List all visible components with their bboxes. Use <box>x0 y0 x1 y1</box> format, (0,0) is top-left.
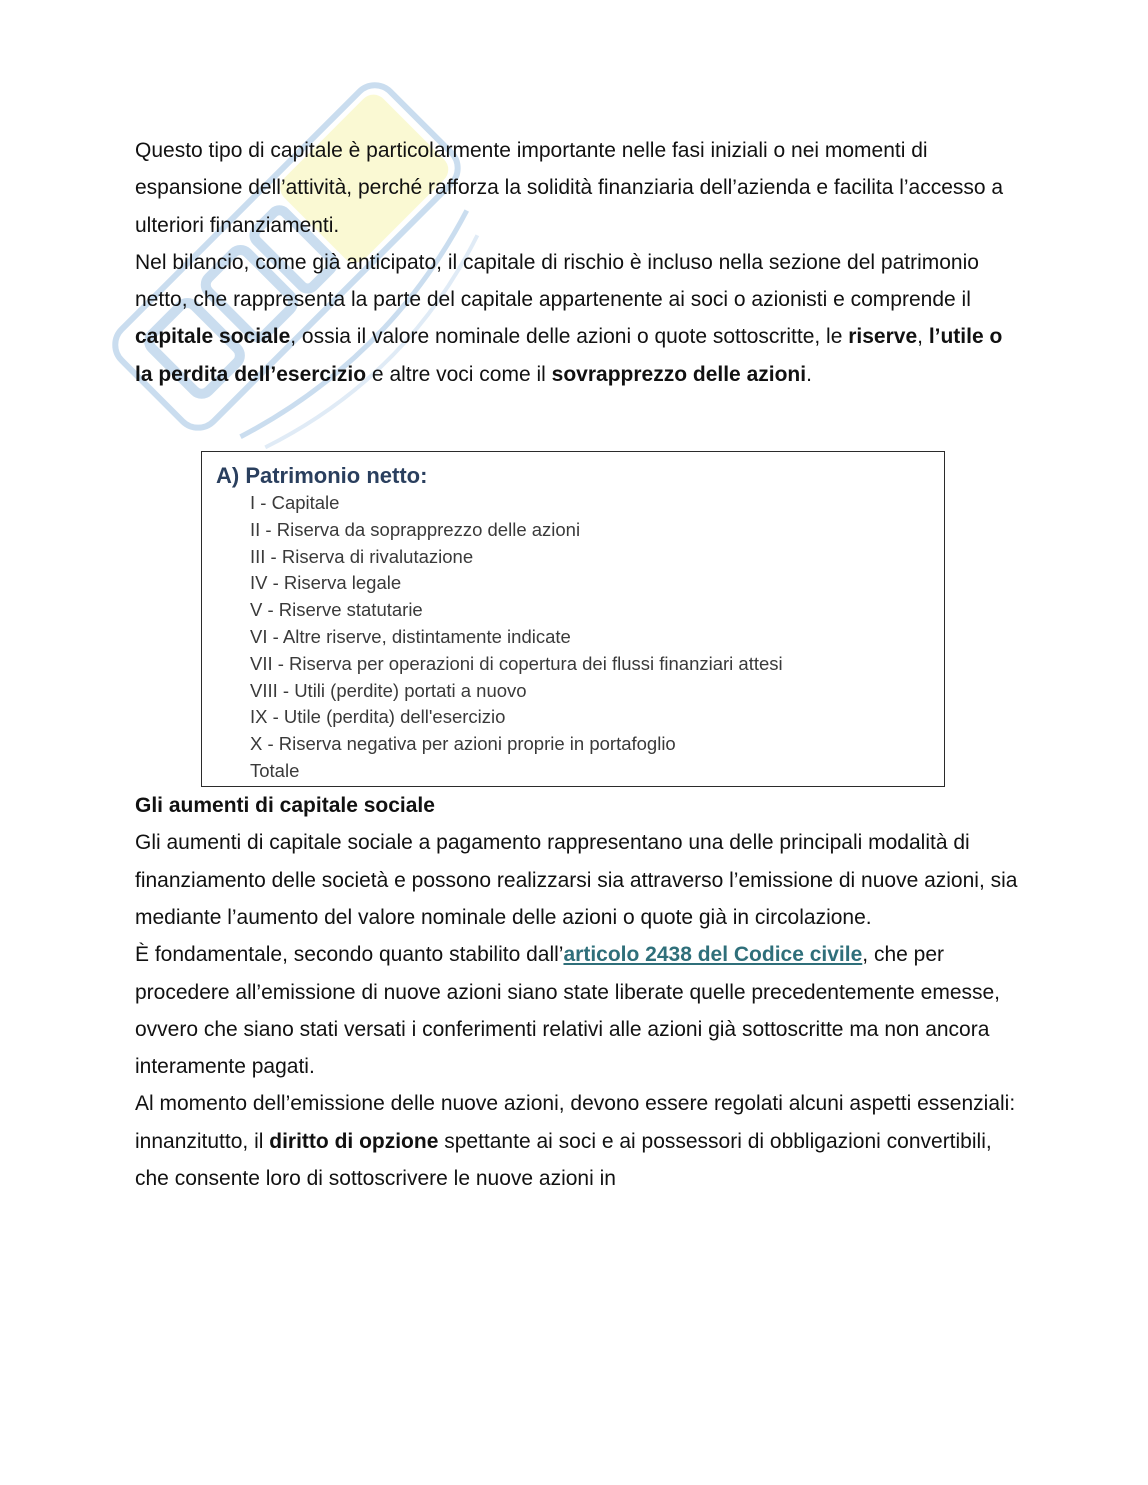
figure-item: IV - Riserva legale <box>250 572 402 594</box>
text-run: e altre voci come il <box>366 362 552 386</box>
figure-item: VIII - Utili (perdite) portati a nuovo <box>250 679 527 701</box>
text-run: Nel bilancio, come già anticipato, il capitale di rischio è incluso nella sezione del patrimonio netto, che rappresenta la parte del capitale appartenente ai soci o azionisti e comprende il <box>135 250 979 312</box>
document-body <box>135 132 1025 1197</box>
bold-term-capitale-sociale: capitale sociale <box>135 325 291 349</box>
paragraph-1-text: Questo tipo di capitale è particolarmente importante nelle fasi iniziali o nei momenti di espansione dell’attività, perché rafforza la solidità finanziaria dell’azienda e facilita l’accesso a ulteriori finanziamenti. <box>135 139 1004 237</box>
figure-item: Totale <box>250 760 300 782</box>
text-run: È fondamentale, secondo quanto stabilito dall’ <box>135 943 564 967</box>
text-run: , <box>917 325 929 349</box>
text-run: . <box>806 362 812 386</box>
figure-item: II - Riserva da soprapprezzo delle azioni <box>250 518 581 540</box>
bold-term-riserve: riserve <box>848 325 918 349</box>
text-run: , che per procedere all’emissione di nuove azioni siano state liberate quelle precedentemente emesse, ovvero che siano stati versati i conferimenti relativi alle azioni già sottoscritte ma non ancora interamente pagati. <box>135 943 1001 1079</box>
paragraph-3 <box>135 824 1025 936</box>
figure-item: I - Capitale <box>250 492 340 514</box>
paragraph-1 <box>135 132 1025 244</box>
figure-item: VI - Altre riserve, distintamente indicate <box>250 626 571 648</box>
figure-item: VII - Riserva per operazioni di copertura dei flussi finanziari attesi <box>250 652 783 674</box>
figure-item: X - Riserva negativa per azioni proprie in portafoglio <box>250 733 676 755</box>
figure-item: III - Riserva di rivalutazione <box>250 545 474 567</box>
figure-item-list <box>216 490 930 785</box>
figure-item: IX - Utile (perdita) dell'esercizio <box>250 706 506 728</box>
figure-title: A) Patrimonio netto: <box>216 463 428 489</box>
patrimonio-netto-figure <box>201 451 945 787</box>
bold-term-diritto-opzione: diritto di opzione <box>269 1129 439 1153</box>
paragraph-5 <box>135 1085 1025 1197</box>
bold-term-sovrapprezzo: sovrapprezzo delle azioni <box>551 362 807 386</box>
section-heading: Gli aumenti di capitale sociale <box>135 794 435 818</box>
text-run: Al momento dell’emissione delle nuove azioni, devono essere regolati alcuni aspetti essenziali: innanzitutto, il <box>135 1092 1016 1153</box>
paragraph-2 <box>135 244 1025 393</box>
text-run: , ossia il valore nominale delle azioni o quote sottoscritte, le <box>290 325 849 349</box>
codice-civile-link[interactable]: articolo 2438 del Codice civile <box>563 943 863 967</box>
text-run: spettante ai soci e ai possessori di obbligazioni convertibili, che consente loro di sottoscrivere le nuove azioni in <box>135 1129 992 1191</box>
bold-term-utile-perdita: l’utile o la perdita dell’esercizio <box>135 325 1003 386</box>
paragraph-3-text: Gli aumenti di capitale sociale a pagamento rappresentano una delle principali modalità di finanziamento delle società e possono realizzarsi sia attraverso l’emissione di nuove azioni, sia mediante l’aumento del valore nominale delle azioni o quote già in circolazione. <box>135 831 1018 929</box>
figure-item: V - Riserve statutarie <box>250 599 423 621</box>
paragraph-4 <box>135 936 1025 1085</box>
